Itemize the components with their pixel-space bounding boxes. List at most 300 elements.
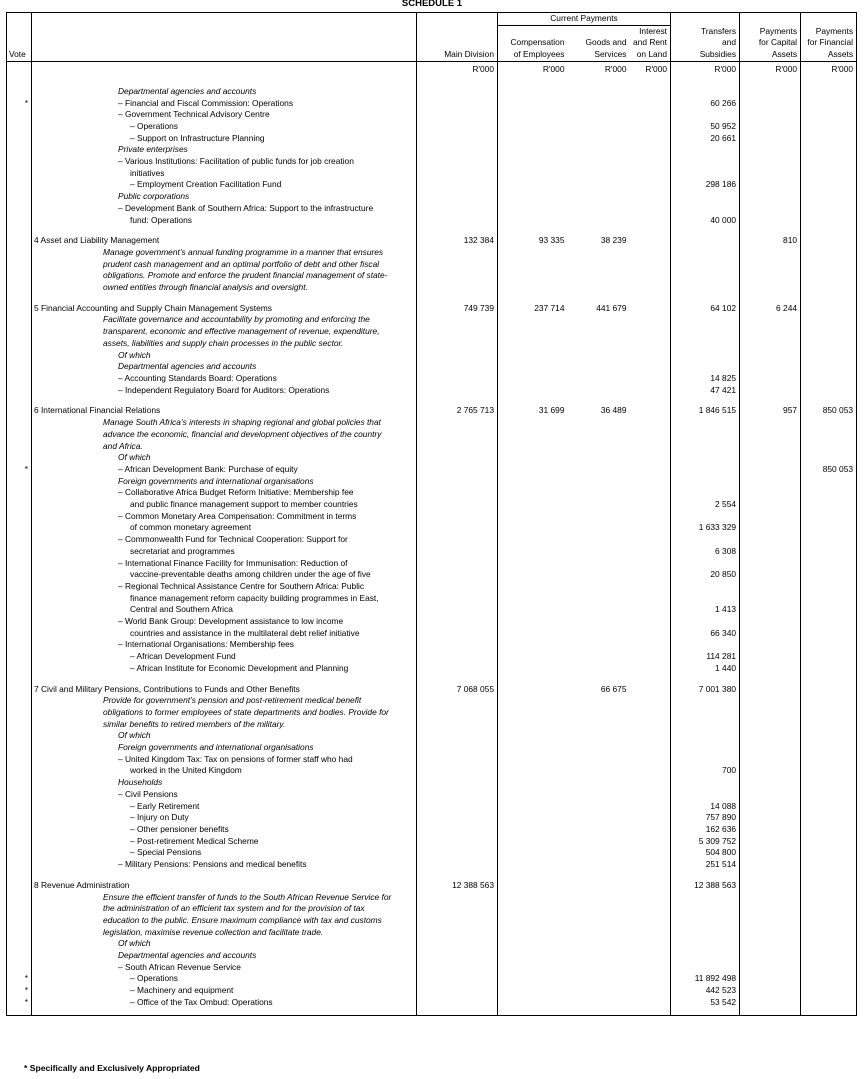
appropriation-marker <box>7 628 32 640</box>
schedule-row <box>7 754 857 766</box>
capital-header-2: for Capital <box>740 37 801 49</box>
amount-financial <box>801 604 857 616</box>
schedule-row <box>7 569 857 581</box>
amount-financial <box>801 765 857 777</box>
amount-financial <box>801 511 857 523</box>
amount-main <box>417 259 498 271</box>
appropriation-marker <box>7 593 32 605</box>
amount-capital <box>740 464 801 476</box>
amount-capital <box>740 569 801 581</box>
amount-comp <box>498 86 568 98</box>
amount-transfers <box>671 326 740 338</box>
amount-transfers <box>671 429 740 441</box>
amount-main <box>417 121 498 133</box>
row-description: – Office of the Tax Ombud: Operations <box>32 997 417 1009</box>
amount-comp <box>498 361 568 373</box>
amount-financial <box>801 86 857 98</box>
financial-header-3: Assets <box>801 49 857 61</box>
amount-capital <box>740 361 801 373</box>
amount-goods <box>568 836 630 848</box>
amount-capital <box>740 824 801 836</box>
appropriation-marker <box>7 730 32 742</box>
amount-financial <box>801 179 857 191</box>
amount-transfers: 298 186 <box>671 179 740 191</box>
amount-interest <box>630 651 671 663</box>
amount-transfers: 1 846 515 <box>671 405 740 417</box>
row-description: vaccine-preventable deaths among children under the age of five <box>32 569 417 581</box>
amount-financial <box>801 350 857 362</box>
amount-financial <box>801 719 857 731</box>
amount-goods <box>568 86 630 98</box>
appropriation-marker <box>7 338 32 350</box>
row-description: and Africa. <box>32 441 417 453</box>
amount-transfers <box>671 534 740 546</box>
amount-comp <box>498 133 568 145</box>
amount-comp <box>498 338 568 350</box>
amount-main <box>417 476 498 488</box>
appropriation-marker <box>7 765 32 777</box>
appropriation-marker <box>7 558 32 570</box>
row-description: Households <box>32 777 417 789</box>
amount-capital <box>740 282 801 294</box>
amount-capital <box>740 616 801 628</box>
amount-transfers <box>671 777 740 789</box>
amount-comp <box>498 651 568 663</box>
schedule-row <box>7 663 857 675</box>
amount-interest <box>630 569 671 581</box>
amount-interest <box>630 235 671 247</box>
appropriation-marker <box>7 892 32 904</box>
amount-main <box>417 86 498 98</box>
amount-capital <box>740 441 801 453</box>
row-description: – Financial and Fiscal Commission: Operations <box>32 98 417 110</box>
appropriation-marker <box>7 707 32 719</box>
amount-goods <box>568 338 630 350</box>
amount-goods <box>568 452 630 464</box>
schedule-row <box>7 997 857 1009</box>
unit-row <box>7 61 857 76</box>
appropriation-marker <box>7 215 32 227</box>
amount-financial <box>801 235 857 247</box>
amount-capital <box>740 558 801 570</box>
amount-goods <box>568 121 630 133</box>
amount-goods <box>568 144 630 156</box>
amount-financial <box>801 962 857 974</box>
amount-main: 132 384 <box>417 235 498 247</box>
amount-main <box>417 639 498 651</box>
amount-comp <box>498 259 568 271</box>
appropriation-marker <box>7 270 32 282</box>
amount-main: 749 739 <box>417 303 498 315</box>
amount-comp <box>498 215 568 227</box>
amount-comp <box>498 801 568 813</box>
amount-financial <box>801 522 857 534</box>
amount-main <box>417 730 498 742</box>
amount-transfers <box>671 259 740 271</box>
row-description: Foreign governments and international organisations <box>32 742 417 754</box>
amount-financial <box>801 801 857 813</box>
amount-goods <box>568 639 630 651</box>
amount-main <box>417 973 498 985</box>
amount-comp <box>498 558 568 570</box>
amount-financial <box>801 441 857 453</box>
schedule-row <box>7 892 857 904</box>
appropriation-marker <box>7 247 32 259</box>
row-description: Public corporations <box>32 191 417 203</box>
amount-comp <box>498 754 568 766</box>
amount-transfers <box>671 156 740 168</box>
amount-main <box>417 707 498 719</box>
appropriation-marker <box>7 522 32 534</box>
row-description: education to the public. Ensure maximum compliance with tax and customs <box>32 915 417 927</box>
appropriation-marker <box>7 569 32 581</box>
amount-interest <box>630 962 671 974</box>
amount-capital <box>740 651 801 663</box>
amount-financial <box>801 663 857 675</box>
amount-main <box>417 179 498 191</box>
unit-capital: R'000 <box>740 61 801 76</box>
amount-comp <box>498 938 568 950</box>
appropriation-marker <box>7 962 32 974</box>
amount-main <box>417 168 498 180</box>
row-description: initiatives <box>32 168 417 180</box>
amount-financial <box>801 651 857 663</box>
amount-main <box>417 109 498 121</box>
schedule-row <box>7 742 857 754</box>
amount-interest <box>630 499 671 511</box>
amount-transfers <box>671 707 740 719</box>
schedule-row <box>7 604 857 616</box>
amount-interest <box>630 742 671 754</box>
amount-financial <box>801 156 857 168</box>
schedule-row <box>7 338 857 350</box>
amount-transfers <box>671 616 740 628</box>
amount-transfers: 20 850 <box>671 569 740 581</box>
appropriation-marker <box>7 133 32 145</box>
schedule-row <box>7 203 857 215</box>
row-description: 5 Financial Accounting and Supply Chain Management Systems <box>32 303 417 315</box>
row-description: – African Development Fund <box>32 651 417 663</box>
amount-financial <box>801 569 857 581</box>
amount-goods <box>568 385 630 397</box>
amount-financial <box>801 247 857 259</box>
appropriation-marker <box>7 801 32 813</box>
amount-capital <box>740 417 801 429</box>
amount-interest <box>630 581 671 593</box>
row-description: and public finance management support to member countries <box>32 499 417 511</box>
appropriation-marker <box>7 86 32 98</box>
amount-goods <box>568 441 630 453</box>
amount-financial <box>801 487 857 499</box>
amount-financial <box>801 303 857 315</box>
amount-financial <box>801 144 857 156</box>
amount-comp <box>498 441 568 453</box>
amount-main <box>417 499 498 511</box>
appropriation-marker <box>7 235 32 247</box>
amount-financial <box>801 903 857 915</box>
schedule-row <box>7 684 857 696</box>
amount-goods <box>568 215 630 227</box>
row-description: finance management reform capacity building programmes in East, <box>32 593 417 605</box>
row-description: Of which <box>32 938 417 950</box>
amount-main <box>417 836 498 848</box>
amount-capital <box>740 156 801 168</box>
appropriation-marker <box>7 203 32 215</box>
amount-interest <box>630 98 671 110</box>
row-description: – Regional Technical Assistance Centre for Southern Africa: Public <box>32 581 417 593</box>
row-description: secretariat and programmes <box>32 546 417 558</box>
amount-financial <box>801 628 857 640</box>
appropriation-marker <box>7 405 32 417</box>
amount-financial <box>801 476 857 488</box>
row-description: – African Institute for Economic Development and Planning <box>32 663 417 675</box>
amount-transfers <box>671 938 740 950</box>
amount-interest <box>630 997 671 1009</box>
row-description: Manage South Africa’s interests in shaping regional and global policies that <box>32 417 417 429</box>
appropriation-marker: * <box>7 464 32 476</box>
amount-transfers: 6 308 <box>671 546 740 558</box>
appropriation-marker <box>7 903 32 915</box>
amount-capital <box>740 859 801 871</box>
goods-header-2: Services <box>568 49 630 61</box>
amount-main <box>417 522 498 534</box>
row-description: – Accounting Standards Board: Operations <box>32 373 417 385</box>
row-description: – Support on Infrastructure Planning <box>32 133 417 145</box>
amount-transfers <box>671 558 740 570</box>
schedule-row <box>7 259 857 271</box>
amount-comp <box>498 534 568 546</box>
amount-transfers: 60 266 <box>671 98 740 110</box>
appropriation-marker <box>7 719 32 731</box>
amount-interest <box>630 326 671 338</box>
amount-financial <box>801 429 857 441</box>
amount-capital <box>740 581 801 593</box>
amount-goods <box>568 847 630 859</box>
appropriation-marker <box>7 350 32 362</box>
row-description: – Early Retirement <box>32 801 417 813</box>
schedule-row <box>7 915 857 927</box>
amount-transfers: 14 088 <box>671 801 740 813</box>
amount-capital <box>740 903 801 915</box>
amount-transfers <box>671 417 740 429</box>
amount-transfers <box>671 361 740 373</box>
amount-main <box>417 247 498 259</box>
amount-financial <box>801 824 857 836</box>
amount-capital <box>740 730 801 742</box>
amount-financial <box>801 326 857 338</box>
amount-main <box>417 417 498 429</box>
financial-header-1: Payments <box>801 25 857 37</box>
row-description: assets, liabilities and supply chain processes in the public sector. <box>32 338 417 350</box>
schedule-row <box>7 534 857 546</box>
unit-interest: R'000 <box>645 64 668 75</box>
amount-transfers: 114 281 <box>671 651 740 663</box>
unit-goods: R'000 <box>604 64 627 75</box>
amount-comp <box>498 997 568 1009</box>
amount-transfers <box>671 144 740 156</box>
amount-main <box>417 719 498 731</box>
amount-transfers: 12 388 563 <box>671 880 740 892</box>
amount-goods <box>568 429 630 441</box>
amount-capital <box>740 847 801 859</box>
amount-comp <box>498 812 568 824</box>
row-description: Ensure the efficient transfer of funds to the South African Revenue Service for <box>32 892 417 904</box>
amount-transfers: 47 421 <box>671 385 740 397</box>
amount-capital <box>740 86 801 98</box>
appropriation-marker <box>7 754 32 766</box>
amount-transfers: 2 554 <box>671 499 740 511</box>
amount-main <box>417 203 498 215</box>
amount-main: 12 388 563 <box>417 880 498 892</box>
amount-transfers <box>671 892 740 904</box>
amount-interest <box>630 168 671 180</box>
amount-interest <box>630 938 671 950</box>
amount-interest <box>630 511 671 523</box>
appropriation-marker <box>7 259 32 271</box>
amount-interest <box>630 144 671 156</box>
amount-goods <box>568 534 630 546</box>
amount-financial <box>801 133 857 145</box>
schedule-row <box>7 628 857 640</box>
amount-capital <box>740 452 801 464</box>
amount-capital <box>740 628 801 640</box>
appropriation-marker <box>7 546 32 558</box>
amount-capital <box>740 695 801 707</box>
header-row-4 <box>7 49 857 61</box>
amount-main <box>417 765 498 777</box>
amount-goods <box>568 314 630 326</box>
schedule-row <box>7 719 857 731</box>
amount-transfers <box>671 742 740 754</box>
row-description: – Operations <box>32 973 417 985</box>
schedule-row <box>7 938 857 950</box>
amount-capital <box>740 962 801 974</box>
amount-financial <box>801 203 857 215</box>
amount-goods <box>568 109 630 121</box>
amount-financial <box>801 452 857 464</box>
row-description: Foreign governments and international organisations <box>32 476 417 488</box>
amount-main <box>417 628 498 640</box>
row-description: – United Kingdom Tax: Tax on pensions of former staff who had <box>32 754 417 766</box>
amount-main <box>417 441 498 453</box>
amount-interest <box>630 824 671 836</box>
amount-goods <box>568 730 630 742</box>
appropriation-marker: * <box>7 997 32 1009</box>
row-description: – Post-retirement Medical Scheme <box>32 836 417 848</box>
amount-main <box>417 604 498 616</box>
amount-comp <box>498 903 568 915</box>
spacer-row <box>7 675 857 684</box>
amount-goods <box>568 892 630 904</box>
row-description: 4 Asset and Liability Management <box>32 235 417 247</box>
row-description: fund: Operations <box>32 215 417 227</box>
amount-interest <box>630 707 671 719</box>
amount-comp <box>498 168 568 180</box>
amount-goods <box>568 133 630 145</box>
amount-transfers <box>671 581 740 593</box>
schedule-row <box>7 581 857 593</box>
schedule-row <box>7 880 857 892</box>
amount-goods: 36 489 <box>600 405 627 416</box>
closing-row <box>7 1009 857 1016</box>
capital-header-1: Payments <box>740 25 801 37</box>
amount-transfers: 162 636 <box>671 824 740 836</box>
amount-transfers <box>671 350 740 362</box>
amount-interest <box>630 847 671 859</box>
amount-financial <box>801 282 857 294</box>
amount-transfers <box>671 903 740 915</box>
amount-interest <box>630 973 671 985</box>
schedule-row <box>7 695 857 707</box>
schedule-row <box>7 191 857 203</box>
row-description: – Employment Creation Facilitation Fund <box>32 179 417 191</box>
amount-interest <box>630 452 671 464</box>
amount-transfers <box>671 86 740 98</box>
schedule-row <box>7 985 857 997</box>
amount-capital <box>740 385 801 397</box>
amount-transfers: 504 800 <box>671 847 740 859</box>
amount-goods <box>568 282 630 294</box>
row-description: – South African Revenue Service <box>32 962 417 974</box>
amount-goods <box>568 903 630 915</box>
amount-comp: 31 699 <box>498 405 568 417</box>
schedule-row <box>7 962 857 974</box>
amount-comp: 237 714 <box>498 303 568 315</box>
amount-goods <box>568 616 630 628</box>
appropriation-marker <box>7 534 32 546</box>
amount-comp <box>498 892 568 904</box>
amount-goods <box>568 604 630 616</box>
schedule-row <box>7 651 857 663</box>
amount-main: 7 068 055 <box>417 684 498 696</box>
schedule-row <box>7 121 857 133</box>
amount-main <box>417 558 498 570</box>
amount-goods <box>568 499 630 511</box>
header-row-3 <box>7 37 857 49</box>
unit-financial: R'000 <box>801 61 857 76</box>
amount-comp <box>498 203 568 215</box>
amount-goods <box>568 663 630 675</box>
amount-interest <box>630 639 671 651</box>
amount-goods <box>568 973 630 985</box>
amount-main <box>417 903 498 915</box>
amount-comp <box>498 707 568 719</box>
amount-capital <box>740 742 801 754</box>
amount-capital <box>740 663 801 675</box>
schedule-row <box>7 639 857 651</box>
amount-financial <box>801 546 857 558</box>
schedule-row <box>7 270 857 282</box>
amount-capital <box>740 247 801 259</box>
amount-interest <box>630 429 671 441</box>
appropriation-marker <box>7 168 32 180</box>
amount-interest <box>630 133 671 145</box>
amount-transfers: 1 440 <box>671 663 740 675</box>
amount-goods <box>568 546 630 558</box>
amount-capital <box>740 765 801 777</box>
amount-main <box>417 593 498 605</box>
row-description: Departmental agencies and accounts <box>32 950 417 962</box>
amount-financial <box>801 109 857 121</box>
amount-main <box>417 663 498 675</box>
amount-main <box>417 338 498 350</box>
amount-transfers <box>671 593 740 605</box>
amount-goods: 441 679 <box>596 302 627 313</box>
amount-interest <box>630 270 671 282</box>
amount-transfers: 40 000 <box>671 215 740 227</box>
amount-financial <box>801 915 857 927</box>
amount-main <box>417 144 498 156</box>
